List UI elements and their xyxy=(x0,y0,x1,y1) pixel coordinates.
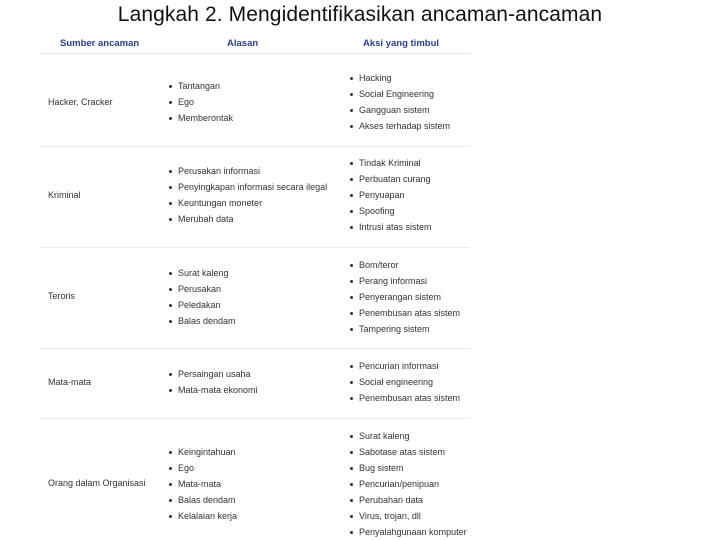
reason-list xyxy=(168,163,327,227)
list-item: Perbuatan curang xyxy=(349,171,432,187)
threat-source: Teroris xyxy=(48,291,76,301)
list-item: Peledakan xyxy=(168,297,236,313)
list-item: Tantangan xyxy=(168,78,233,94)
list-item: Mata-mata ekonomi xyxy=(168,382,258,398)
reason-list xyxy=(168,366,258,398)
list-item: Balas dendam xyxy=(168,492,237,508)
list-item: Mata-mata xyxy=(168,476,237,492)
reason-list xyxy=(168,265,236,329)
list-item: Keuntungan moneter xyxy=(168,195,327,211)
list-item: Penyuapan xyxy=(349,187,432,203)
list-item: Pencurian informasi xyxy=(349,358,460,374)
action-list xyxy=(349,428,467,540)
reason-list xyxy=(168,78,233,126)
row-divider xyxy=(40,247,470,248)
threat-source: Kriminal xyxy=(48,190,81,200)
list-item: Persaingan usaha xyxy=(168,366,258,382)
list-item: Surat kaleng xyxy=(349,428,467,444)
list-item: Kelalaian kerja xyxy=(168,508,237,524)
row-divider xyxy=(40,146,470,147)
row-divider xyxy=(40,348,470,349)
list-item: Ego xyxy=(168,94,233,110)
list-item: Intrusi atas sistem xyxy=(349,219,432,235)
list-item: Surat kaleng xyxy=(168,265,236,281)
list-item: Akses terhadap sistem xyxy=(349,118,450,134)
action-list xyxy=(349,155,432,235)
list-item: Merubah data xyxy=(168,211,327,227)
list-item: Memberontak xyxy=(168,110,233,126)
list-item: Penyerangan sistem xyxy=(349,289,460,305)
list-item: Perubahan data xyxy=(349,492,467,508)
list-item: Tindak Kriminal xyxy=(349,155,432,171)
column-header-source: Sumber ancaman xyxy=(60,38,140,49)
threat-source: Mata-mata xyxy=(48,377,92,387)
action-list xyxy=(349,358,460,406)
list-item: Penyalahgunaan komputer xyxy=(349,524,467,540)
list-item: Social Engineering xyxy=(349,86,450,102)
list-item: Gangguan sistem xyxy=(349,102,450,118)
list-item: Penyingkapan informasi secara ilegal xyxy=(168,179,327,195)
action-list xyxy=(349,70,450,134)
list-item: Spoofing xyxy=(349,203,432,219)
list-item: Balas dendam xyxy=(168,313,236,329)
list-item: Ego xyxy=(168,460,237,476)
list-item: Pencurian/penipuan xyxy=(349,476,467,492)
column-header-reason: Alasan xyxy=(227,38,259,49)
list-item: Hacking xyxy=(349,70,450,86)
list-item: Penembusan atas sistem xyxy=(349,305,460,321)
row-divider xyxy=(40,418,470,419)
threat-source: Orang dalam Organisasi xyxy=(48,478,146,488)
reason-list xyxy=(168,444,237,524)
action-list xyxy=(349,257,460,337)
list-item: Perusakan informasi xyxy=(168,163,327,179)
list-item: Virus, trojan, dll xyxy=(349,508,467,524)
list-item: Social engineering xyxy=(349,374,460,390)
header-divider xyxy=(40,53,470,54)
list-item: Penembusan atas sistem xyxy=(349,390,460,406)
list-item: Keingintahuan xyxy=(168,444,237,460)
page-title: Langkah 2. Mengidentifikasikan ancaman-ancaman xyxy=(117,3,603,26)
list-item: Sabotase atas sistem xyxy=(349,444,467,460)
list-item: Bom/teror xyxy=(349,257,460,273)
threat-source: Hacker, Cracker xyxy=(48,97,113,107)
list-item: Perang informasi xyxy=(349,273,460,289)
list-item: Bug sistem xyxy=(349,460,467,476)
list-item: Perusakan xyxy=(168,281,236,297)
column-header-action: Aksi yang timbul xyxy=(363,38,440,49)
list-item: Tampering sistem xyxy=(349,321,460,337)
